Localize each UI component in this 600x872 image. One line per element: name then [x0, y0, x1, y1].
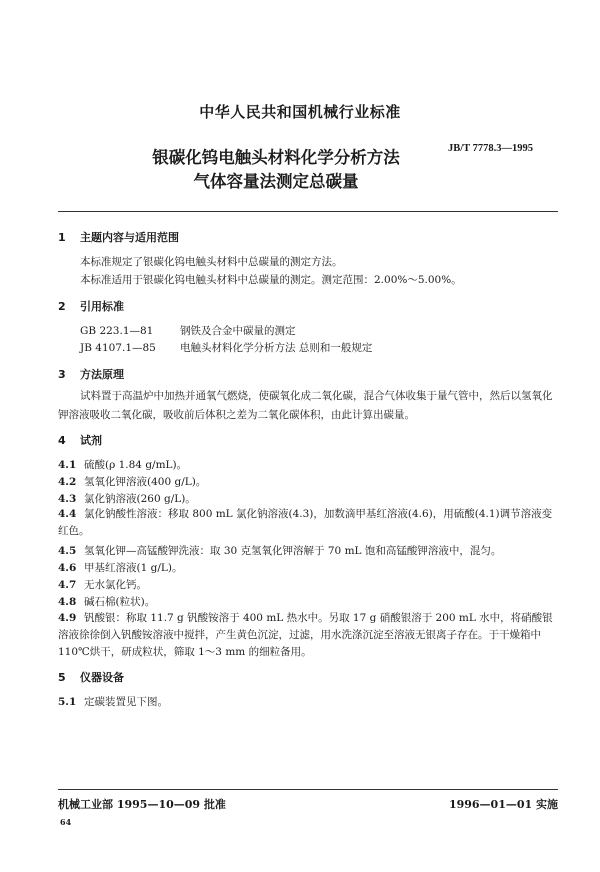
equipment-item: 5.1 定碳装置见下图。 [58, 696, 168, 708]
section-5-heading: 5 仪器设备 [58, 671, 124, 684]
reference-item: GB 223.1—81 钢铁及合金中碳量的测定 [80, 325, 296, 337]
section-3-para: 试料置于高温炉中加热并通氧气燃烧，使碳氧化成二氧化碳，混合气体收集于量气管中，然后以氢氧化钾溶液吸收二氧化碳，吸收前后体积之差为二氧化碳体积，由此计算出碳量。 [58, 390, 553, 421]
section-2-heading: 2 引用标准 [58, 300, 124, 313]
section-1-para-2: 本标准适用于银碳化钨电触头材料中总碳量的测定。测定范围：2.00%～5.00%。 [80, 274, 462, 286]
section-4-heading: 4 试剂 [58, 434, 102, 447]
page-number: 64 [60, 817, 72, 827]
document-title-line2: 气体容量法测定总碳量 [193, 172, 359, 191]
header-divider [58, 211, 558, 212]
reagent-item: 4.1 硫酸(ρ 1.84 g/mL)。 [58, 459, 188, 471]
standard-number: JB/T 7778.3—1995 [448, 143, 533, 154]
section-3-heading: 3 方法原理 [58, 368, 124, 381]
reference-item: JB 4107.1—85 电触头材料化学分析方法 总则和一般规定 [80, 342, 373, 354]
reagent-item: 4.3 氯化钠溶液(260 g/L)。 [58, 493, 196, 505]
footer-divider [58, 789, 558, 790]
reagent-item: 4.4 氯化钠酸性溶液：移取 800 mL 氯化钠溶液(4.3)，加数滴甲基红溶液(4.6)，用硫酸(4.1)调节溶液变红色。 [58, 508, 553, 537]
section-1-heading: 1 主题内容与适用范围 [58, 231, 179, 244]
issuing-organization: 中华人民共和国机械行业标准 [199, 103, 401, 121]
implementation-date: 1996—01—01 实施 [448, 798, 558, 811]
document-title-line1: 银碳化钨电触头材料化学分析方法 [152, 148, 400, 167]
reagent-item: 4.7 无水氯化钙。 [58, 579, 147, 591]
section-1-para-1: 本标准规定了银碳化钨电触头材料中总碳量的测定方法。 [80, 256, 343, 268]
approval-info: 机械工业部 1995—10—09 批准 [58, 798, 226, 811]
reagent-item: 4.6 甲基红溶液(1 g/L)。 [58, 562, 183, 574]
reagent-item: 4.2 氢氧化钾溶液(400 g/L)。 [58, 476, 207, 488]
reagent-item: 4.8 碱石棉(粒状)。 [58, 596, 156, 608]
reagent-item: 4.9 钒酸银：称取 11.7 g 钒酸铵溶于 400 mL 热水中。另取 17 g 硝酸银溶于 200 mL 水中，将硝酸银溶液徐徐倒入钒酸铵溶液中搅拌，产生黄色沉淀，过滤，用水洗涤沉淀至溶液无银离子存在。于干燥箱中110℃烘干，研成粒状，筛取 1～3 mm 的细粒备用。 [58, 612, 553, 658]
reagent-item: 4.5 氢氧化钾—高锰酸钾洗液：取 30 克氢氧化钾溶解于 70 mL 饱和高锰酸钾溶液中，混匀。 [58, 545, 502, 557]
